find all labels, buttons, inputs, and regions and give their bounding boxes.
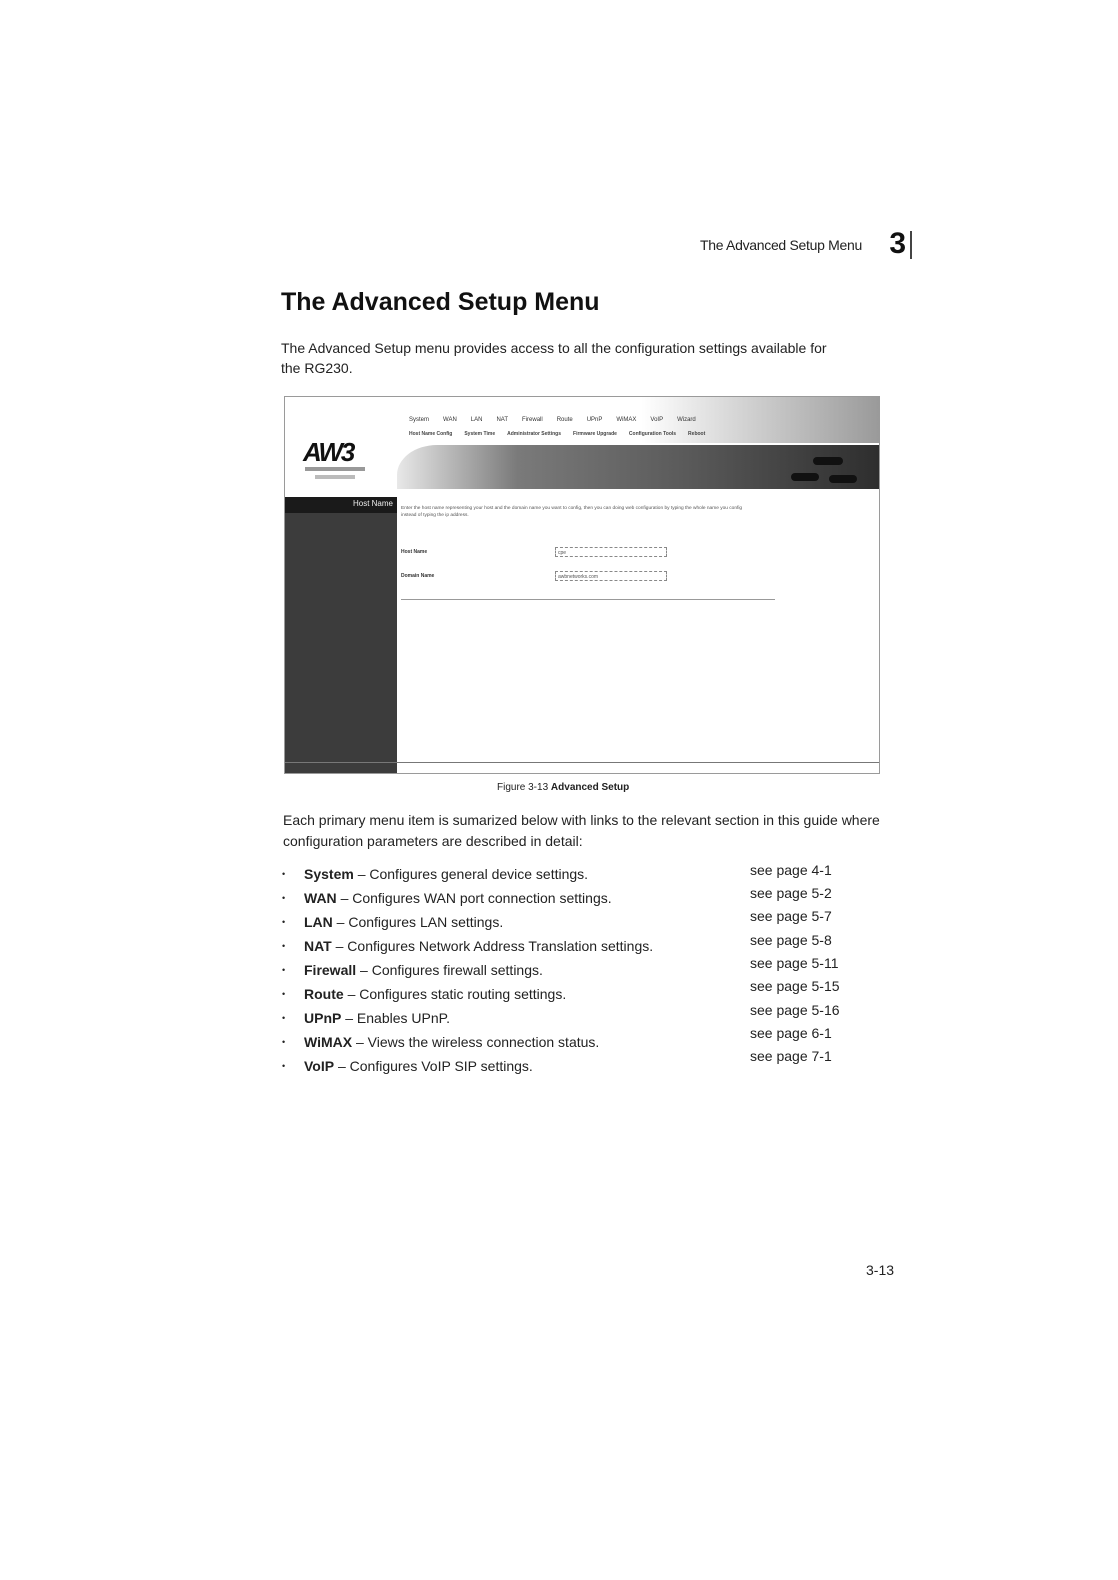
logo-underline [315, 475, 355, 479]
primary-nav [409, 417, 696, 427]
page-number: 3-13 [866, 1262, 895, 1278]
nav-nat[interactable]: NAT [496, 417, 509, 423]
domain-name-input[interactable]: awbnetworks.com [555, 571, 667, 581]
item-description: – Configures firewall settings. [360, 962, 543, 978]
bullet: • [282, 989, 286, 999]
item-name: WiMAX [304, 1034, 353, 1050]
running-header [670, 229, 920, 263]
running-title: The Advanced Setup Menu [700, 237, 862, 253]
item-description: – Configures Network Address Translation settings. [335, 938, 654, 954]
banner-decoration [829, 475, 857, 483]
item-name: Route [304, 986, 344, 1002]
bullet: • [282, 869, 286, 879]
bullet: • [282, 965, 286, 975]
item-name: VoIP [304, 1058, 335, 1074]
banner-decoration [791, 473, 819, 481]
bullet: • [282, 893, 286, 903]
host-name-row [401, 547, 701, 559]
section-heading: The Advanced Setup Menu [281, 288, 600, 316]
item-description: – Configures general device settings. [357, 866, 589, 882]
host-name-input[interactable]: cpe [555, 547, 667, 557]
header-banner [397, 445, 879, 489]
figure-bottom-rule [285, 762, 879, 763]
page-reference[interactable]: see page 5-16 [750, 1002, 840, 1018]
list-item [282, 1048, 882, 1082]
page-reference[interactable]: see page 5-15 [750, 978, 840, 994]
host-name-panel [401, 505, 871, 760]
page-reference[interactable]: see page 7-1 [750, 1048, 832, 1064]
bullet: • [282, 917, 286, 927]
item-name: System [304, 866, 354, 882]
panel-description: Enter the host name representing your host and the domain name you want to config, then you can doing web configuration by typing the whole name you config instead of typing the ip address. [401, 506, 743, 518]
item-name: NAT [304, 938, 332, 954]
summary-paragraph: Each primary menu item is sumarized below with links to the relevant section in this guide where configuration parameters are described in detail: [283, 812, 880, 849]
nav-route[interactable]: Route [556, 417, 573, 423]
host-name-label: Host Name [401, 549, 428, 555]
nav-voip[interactable]: VoIP [650, 417, 664, 423]
page-reference[interactable]: see page 4-1 [750, 862, 832, 878]
intro-paragraph: The Advanced Setup menu provides access to all the configuration settings available for the RG230. [281, 340, 827, 376]
advanced-setup-screenshot [284, 396, 880, 774]
page-reference[interactable]: see page 6-1 [750, 1025, 832, 1041]
nav-firewall[interactable]: Firewall [522, 417, 543, 423]
item-description: – Views the wireless connection status. [355, 1034, 600, 1050]
nav-system[interactable]: System [409, 417, 430, 423]
caption-number: Figure 3-13 [497, 782, 549, 793]
bullet: • [282, 941, 286, 951]
item-name: UPnP [304, 1010, 342, 1026]
page-reference[interactable]: see page 5-8 [750, 932, 832, 948]
bullet: • [282, 1013, 286, 1023]
subnav-reboot[interactable]: Reboot [688, 431, 706, 437]
awb-logo: AW3 [303, 437, 354, 467]
subnav-administrator-settings[interactable]: Administrator Settings [507, 431, 562, 437]
item-description: – Enables UPnP. [345, 1010, 451, 1026]
item-name: WAN [304, 890, 337, 906]
subnav-system-time[interactable]: System Time [464, 431, 496, 437]
sidebar-item-label: Host Name [352, 499, 393, 508]
banner-decoration [813, 457, 843, 465]
item-name: Firewall [304, 962, 357, 978]
chapter-divider [910, 231, 912, 259]
logo-tagline [305, 467, 365, 471]
item-description: – Configures LAN settings. [336, 914, 504, 930]
subnav-firmware-upgrade[interactable]: Firmware Upgrade [573, 431, 617, 437]
page-reference[interactable]: see page 5-11 [750, 955, 839, 971]
menu-item-list [282, 862, 882, 1082]
domain-name-row [401, 571, 701, 583]
page-reference[interactable]: see page 5-7 [750, 908, 832, 924]
sidebar [285, 497, 397, 773]
domain-name-label: Domain Name [401, 573, 435, 579]
page-reference[interactable]: see page 5-2 [750, 885, 832, 901]
chapter-number: 3 [889, 227, 906, 260]
secondary-nav [409, 431, 705, 441]
bullet: • [282, 1037, 286, 1047]
caption-title: Advanced Setup [550, 782, 630, 793]
nav-lan[interactable]: LAN [470, 417, 483, 423]
nav-wan[interactable]: WAN [443, 417, 457, 423]
subnav-configuration-tools[interactable]: Configuration Tools [628, 431, 677, 437]
nav-wizard[interactable]: Wizard [677, 417, 696, 423]
item-description: – Configures static routing settings. [347, 986, 567, 1002]
item-description: – Configures WAN port connection settings. [340, 890, 612, 906]
figure-caption [497, 782, 629, 793]
panel-divider [401, 599, 775, 600]
sidebar-item-host-name[interactable] [285, 497, 397, 513]
item-name: LAN [304, 914, 333, 930]
nav-wimax[interactable]: WiMAX [616, 417, 637, 423]
bullet: • [282, 1061, 286, 1071]
nav-upnp[interactable]: UPnP [586, 417, 603, 423]
subnav-host-name-config[interactable]: Host Name Config [409, 431, 453, 437]
item-description: – Configures VoIP SIP settings. [337, 1058, 533, 1074]
